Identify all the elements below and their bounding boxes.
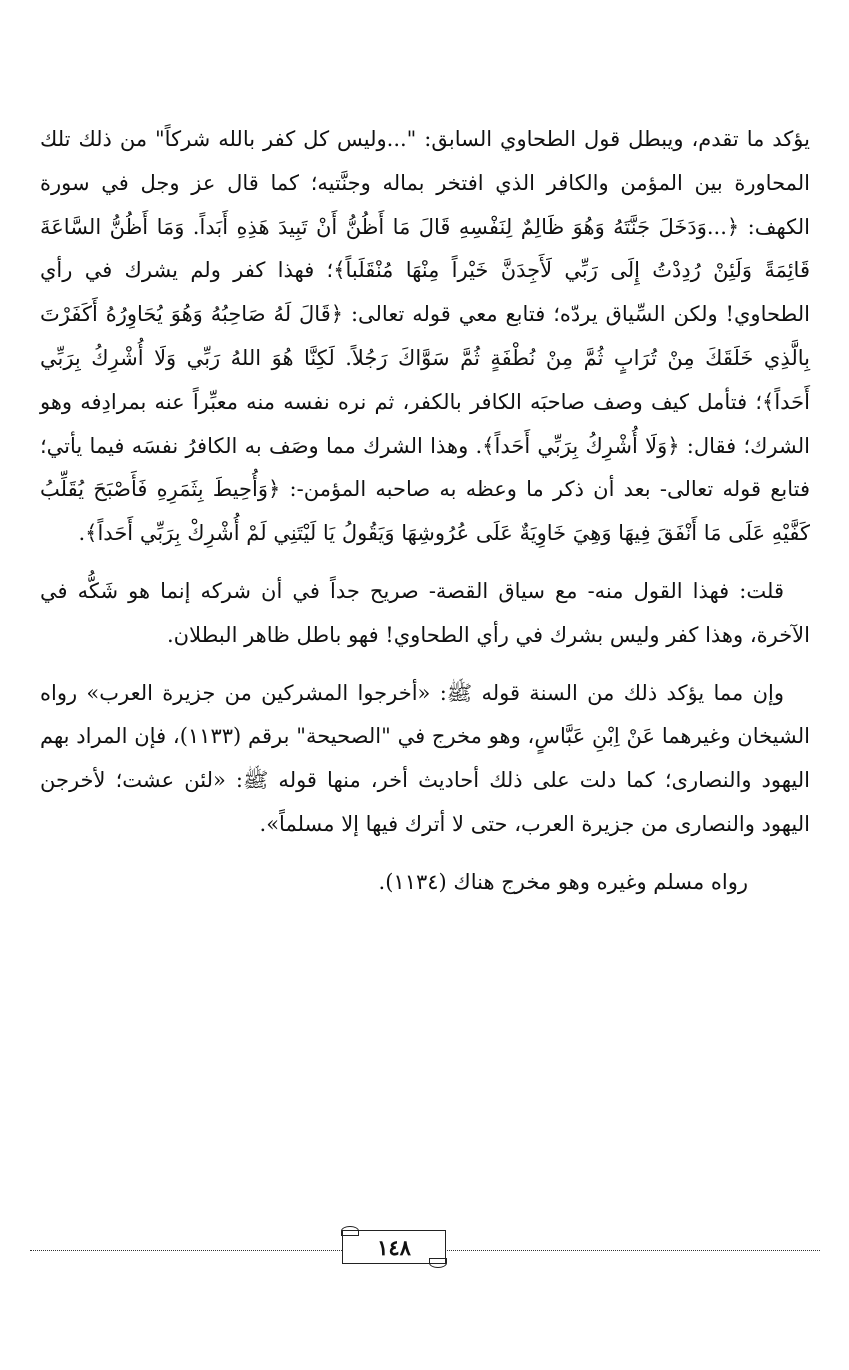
paragraph-conclusion: قلت: فهذا القول منه- مع سياق القصة- صريح جداً في أن شركه إنما هو شَكُّه في الآخرة، وهذا كفر وليس بشرك في رأي الطحاوي! فهو باطل ظاهر البطلان. [40,578,810,647]
page-number-frame [342,1230,446,1264]
page-body [40,118,810,905]
paragraph-tahawi-refutation: يؤكد ما تقدم، ويبطل قول الطحاوي السابق: "...وليس كل كفر بالله شركاً" من ذلك تلك المحاورة بين المؤمن والكافر الذي افتخر بماله وجنَّتيه؛ كما قال عز وجل في سورة الكهف: ﴿...وَدَخَلَ جَنَّتَهُ وَهُوَ ظَالِمٌ لِنَفْسِهِ قَالَ مَا أَظُنُّ أَنْ تَبِيدَ هَذِهِ أَبَداً. وَمَا أَظُنُّ السَّاعَةَ قَائِمَةً وَلَئِنْ رُدِدْتُ إِلَى رَبِّي لَأَجِدَنَّ خَيْراً مِنْهَا مُنْقَلَباً﴾؛ فهذا كفر ولم يشرك في رأي الطحاوي! ولكن السِّياق يردّه؛ فتابع معي قوله تعالى: ﴿قَالَ لَهُ صَاحِبُهُ وَهُوَ يُحَاوِرُهُ أَكَفَرْتَ بِالَّذِي خَلَقَكَ مِنْ تُرَابٍ ثُمَّ مِنْ نُطْفَةٍ ثُمَّ سَوَّاكَ رَجُلاً. لَكِنَّا هُوَ اللهُ رَبِّي وَلَا أُشْرِكُ بِرَبِّي أَحَداً﴾؛ فتأمل كيف وصف صاحبَه الكافر بالكفر، ثم نره نفسه منه معبِّراً عنه بمرادِفه وهو الشرك؛ فقال: ﴿وَلَا أُشْرِكُ بِرَبِّي أَحَداً﴾. وهذا الشرك مما وصَف به الكافرُ نفسَه فيما يأتي؛ فتابع قوله تعالى- بعد أن ذكر ما وعظه به صاحبه المؤمن-: ﴿وَأُحِيطَ بِثَمَرِهِ فَأَصْبَحَ يُقَلِّبُ كَفَّيْهِ عَلَى مَا أَنْفَقَ فِيهَا وَهِيَ خَاوِيَةٌ عَلَى عُرُوشِهَا وَيَقُولُ يَا لَيْتَنِي لَمْ أُشْرِكْ بِرَبِّي أَحَداً﴾. [40,127,810,546]
page-number: ١٤٨ [377,1235,411,1260]
paragraph-hadith-reference: رواه مسلم وغيره وهو مخرج هناك (١١٣٤). [378,869,748,894]
paragraph-sunnah-evidence: وإن مما يؤكد ذلك من السنة قوله ﷺ: «أخرجوا المشركين من جزيرة العرب» رواه الشيخان وغيرهما عَنْ اِبْنِ عَبَّاسٍ، وهو مخرج في "الصحيحة" برقم (١١٣٣)، فإن المراد بهم اليهود والنصارى؛ كما دلت على ذلك أحاديث أخر، منها قوله ﷺ: «لئن عشت؛ لأخرجن اليهود والنصارى من جزيرة العرب، حتى لا أترك فيها إلا مسلماً». [40,680,810,836]
page-footer [30,1228,820,1268]
